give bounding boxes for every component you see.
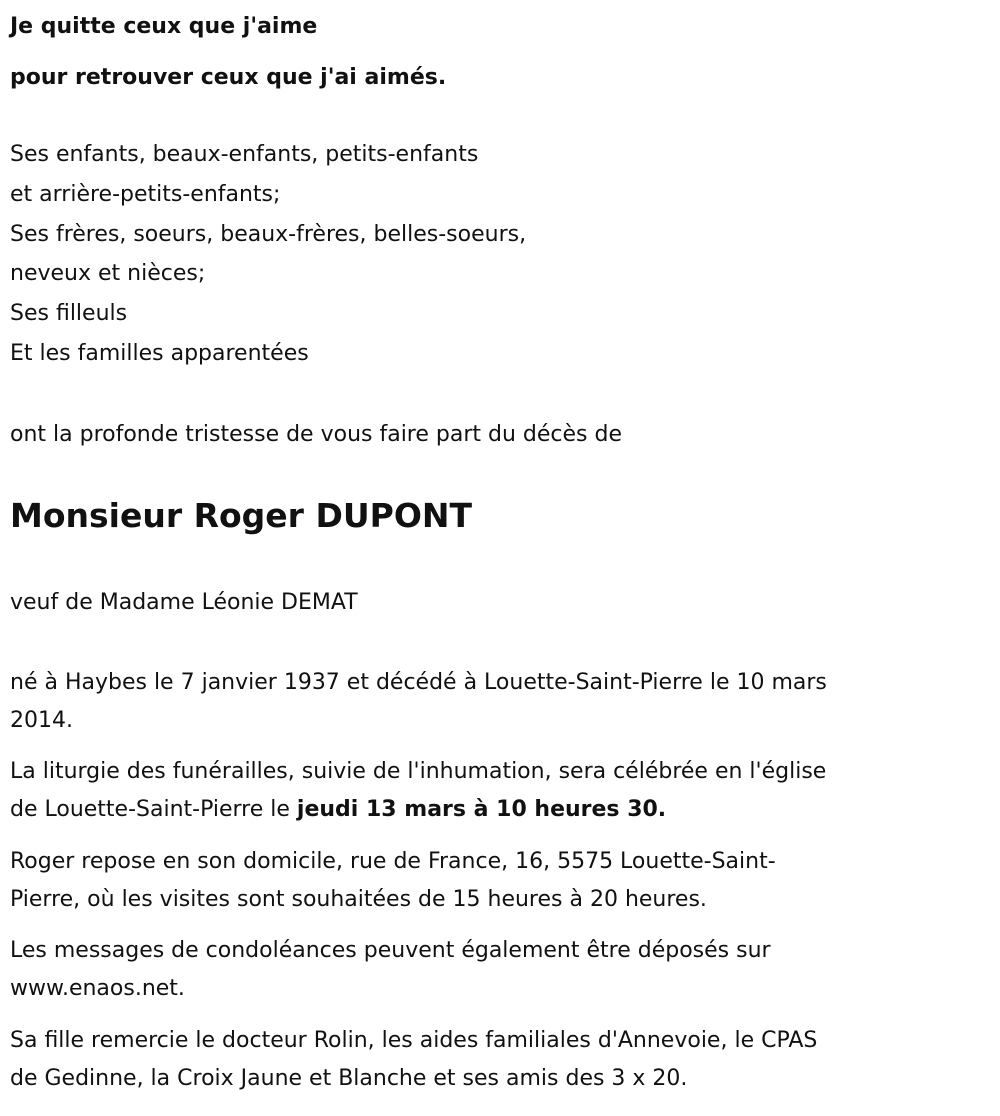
condolences-line: Les messages de condoléances peuvent également être déposés sur [10, 938, 771, 963]
epigraph-line: pour retrouver ceux que j'ai aimés. [10, 65, 447, 90]
liturgy-date: jeudi 13 mars à 10 heures 30. [296, 797, 667, 822]
family-line: neveux et nièces; [10, 261, 206, 286]
liturgy-line: La liturgie des funérailles, suivie de l'inhumation, sera célébrée en l'église [10, 759, 827, 784]
family-line: Et les familles apparentées [10, 341, 309, 366]
birth-line: né à Haybes le 7 janvier 1937 et décédé à Louette-Saint-Pierre le 10 mars [10, 670, 827, 695]
family-line: Ses frères, soeurs, beaux-frères, belles-soeurs, [10, 222, 527, 247]
liturgy-place: de Louette-Saint-Pierre le [10, 797, 297, 822]
family-line: et arrière-petits-enfants; [10, 182, 281, 207]
thanks-line: Sa fille remercie le docteur Rolin, les aides familiales d'Annevoie, le CPAS [10, 1028, 818, 1053]
widower-line: veuf de Madame Léonie DEMAT [10, 590, 358, 615]
rest-line: Roger repose en son domicile, rue de France, 16, 5575 Louette-Saint- [10, 849, 776, 874]
deceased-name: Monsieur Roger DUPONT [10, 496, 472, 535]
family-line: Ses enfants, beaux-enfants, petits-enfants [10, 142, 479, 167]
family-line: Ses filleuls [10, 301, 128, 326]
announcement: ont la profonde tristesse de vous faire part du décès de [10, 422, 622, 447]
liturgy-line [10, 795, 666, 825]
birth-line: 2014. [10, 708, 73, 733]
epigraph-line: Je quitte ceux que j'aime [10, 14, 318, 39]
thanks-line: de Gedinne, la Croix Jaune et Blanche et ses amis des 3 x 20. [10, 1066, 688, 1091]
condolences-link[interactable]: www.enaos.net. [10, 976, 185, 1001]
rest-line: Pierre, où les visites sont souhaitées de 15 heures à 20 heures. [10, 887, 707, 912]
